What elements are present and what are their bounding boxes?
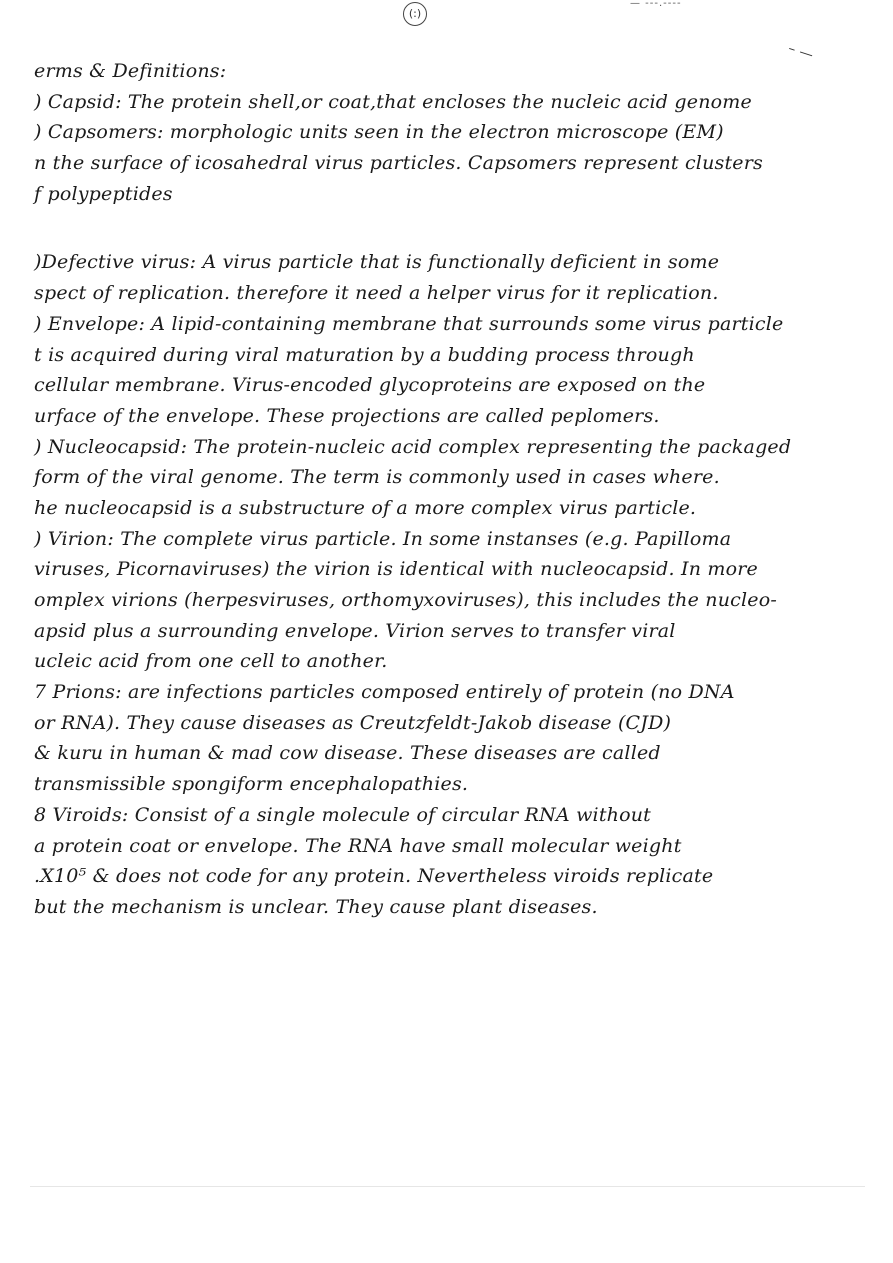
note-line: ucleic acid from one cell to another. [34, 650, 388, 673]
note-line: spect of replication. therefore it need a helper virus for it replication. [34, 282, 719, 305]
note-line: & kuru in human & mad cow disease. These diseases are called [34, 742, 661, 765]
paragraph-gap [34, 209, 834, 247]
note-line: ) Envelope: A lipid-containing membrane that surrounds some virus particle [34, 312, 784, 335]
note-line: ) Nucleocapsid: The protein-nucleic acid complex representing the packaged [34, 435, 792, 458]
note-line: a protein coat or envelope. The RNA have small molecular weight [34, 834, 682, 857]
note-line: )Defective virus: A virus particle that is functionally deficient in some [34, 251, 720, 274]
note-title: erms & Definitions: [34, 60, 227, 82]
note-line: 7 Prions: are infections particles composed entirely of protein (no DNA [34, 681, 735, 704]
note-line: ) Virion: The complete virus particle. In some instanses (e.g. Papilloma [34, 527, 732, 550]
handwritten-notes [34, 56, 834, 923]
note-line: .X10⁵ & does not code for any protein. Nevertheless viroids replicate [34, 865, 714, 888]
note-line: omplex virions (herpesviruses, orthomyxoviruses), this includes the nucleo- [34, 589, 777, 611]
note-line: or RNA). They cause diseases as Creutzfeldt-Jakob disease (CJD) [34, 711, 672, 734]
note-line: but the mechanism is unclear. They cause plant diseases. [34, 895, 598, 918]
note-line: form of the viral genome. The term is commonly used in cases where. [34, 466, 720, 489]
note-line: he nucleocapsid is a substructure of a more complex virus particle. [34, 496, 697, 519]
page-bottom-edge [30, 1186, 865, 1187]
note-line: urface of the envelope. These projections are called peplomers. [34, 404, 660, 427]
note-line: cellular membrane. Virus-encoded glycoproteins are exposed on the [34, 374, 706, 397]
note-line: apsid plus a surrounding envelope. Virion serves to transfer viral [34, 619, 676, 642]
note-line: ) Capsomers: morphologic units seen in the electron microscope (EM) [34, 121, 724, 144]
header-scribble: — ---.---- [630, 0, 682, 9]
note-line: viruses, Picornaviruses) the virion is identical with nucleocapsid. In more [34, 558, 758, 581]
note-line: transmissible spongiform encephalopathies. [34, 773, 469, 796]
note-line: 8 Viroids: Consist of a single molecule of circular RNA without [34, 803, 652, 826]
note-line: ) Capsid: The protein shell,or coat,that encloses the nucleic acid genome [34, 90, 752, 113]
page-header-mark: (:) [403, 2, 427, 26]
note-line: t is acquired during viral maturation by a budding process through [34, 343, 695, 366]
note-line: f polypeptides [34, 182, 173, 205]
note-line: n the surface of icosahedral virus particles. Capsomers represent clusters [34, 152, 763, 175]
corner-mark: – — [786, 40, 816, 64]
